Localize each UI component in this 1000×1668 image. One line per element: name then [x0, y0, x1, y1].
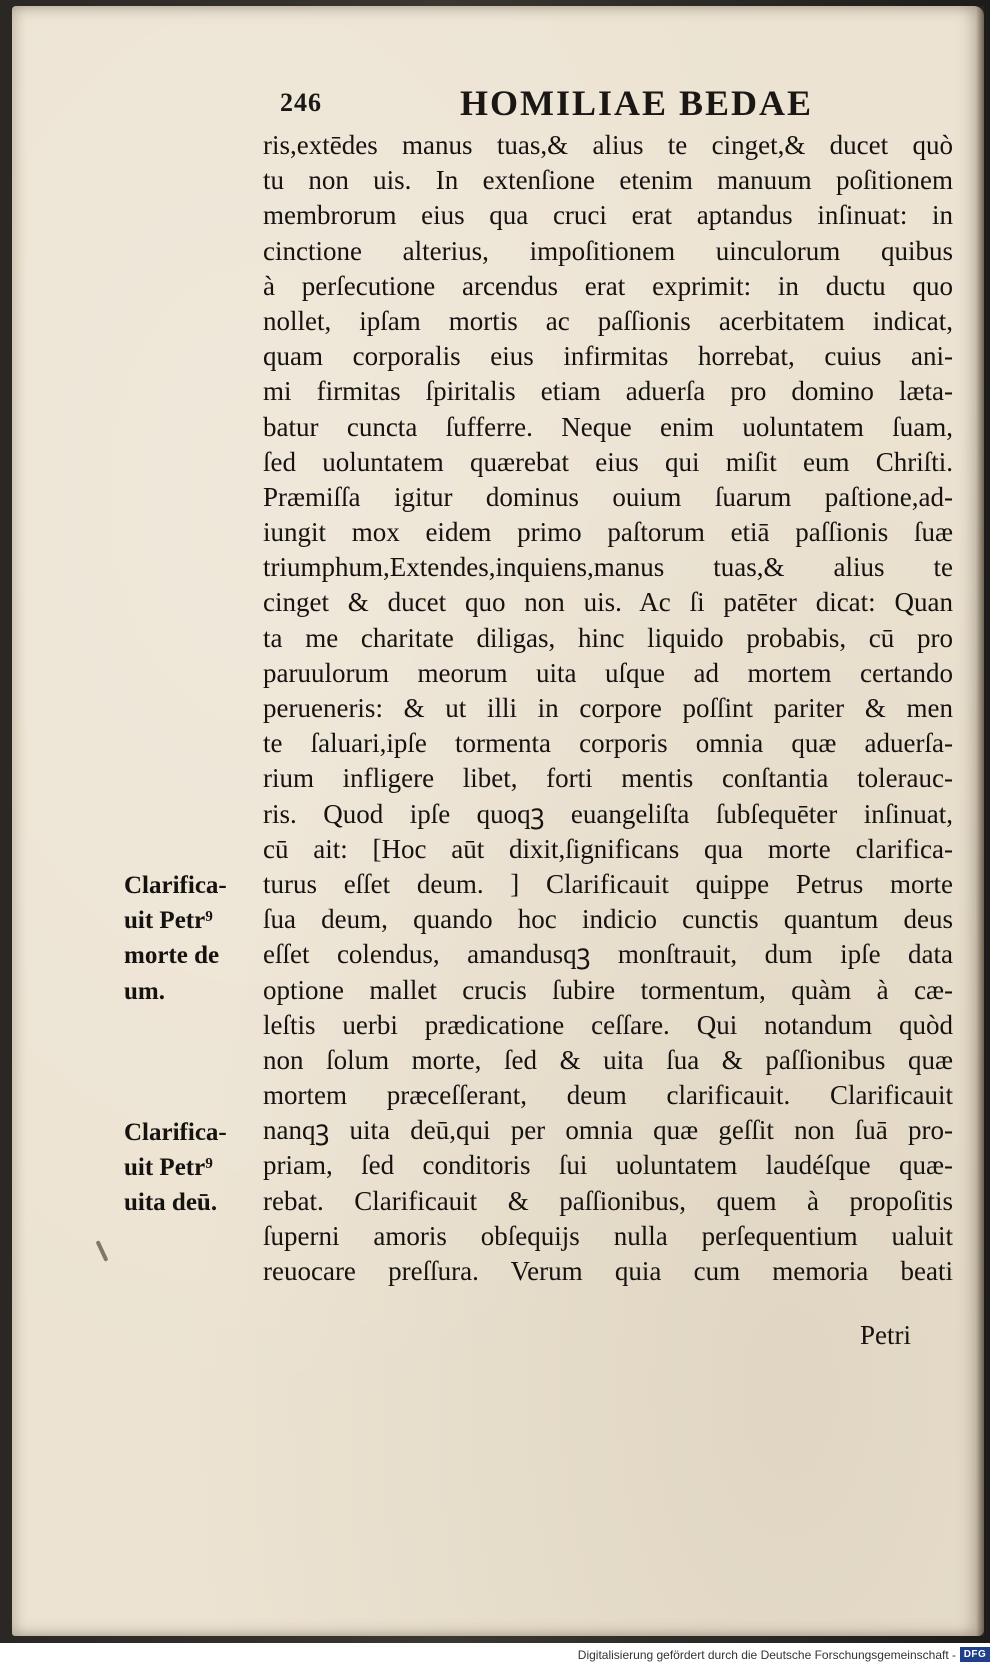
- text-line: rebat. Clarificauit & paſſionibus, quem à propoſitis: [263, 1185, 953, 1216]
- text-line: nollet, ipſam mortis ac paſſionis acerbitatem indicat,: [263, 305, 953, 336]
- text-line: Præmiſſa igitur dominus ouium ſuarum paſtione,ad-: [263, 481, 953, 512]
- text-line: cinget & ducet quo non uis. Ac ſi patēter dicat: Quan: [263, 587, 953, 618]
- text-line: turus eſſet deum. ] Clarificauit quippe Petrus morte: [263, 868, 953, 899]
- footer-credit: Digitalisierung gefördert durch die Deutsche Forschungsgemeinschaft -: [577, 1648, 956, 1662]
- text-line: quam corporalis eius infirmitas horrebat, cuius ani-: [263, 341, 953, 372]
- running-head: [280, 82, 840, 128]
- text-line: tu non uis. In extenſione etenim manuum poſitionem: [263, 165, 953, 196]
- text-line: nanqꝫ uita deū,qui per omnia quæ geſſit non ſuā pro-: [263, 1115, 953, 1146]
- text-line: perueneris: & ut illi in corpore poſſint pariter & men: [263, 693, 953, 723]
- text-line: cū ait: [Hoc aūt dixit,ſignificans qua morte clarifica-: [263, 833, 953, 864]
- text-line: mi firmitas ſpiritalis etiam aduerſa pro domino læta-: [263, 376, 953, 407]
- text-line: optione mallet crucis ſubire tormentum, quàm à cæ-: [263, 974, 953, 1005]
- main-text: [263, 128, 953, 1289]
- margin-note-line: uit Petr⁹: [124, 907, 213, 935]
- page-number: 246: [280, 88, 322, 117]
- margin-note-line: um.: [124, 977, 165, 1005]
- page-edge: [976, 6, 984, 1636]
- margin-note-uita: [124, 1115, 264, 1221]
- catchword: Petri: [860, 1320, 911, 1350]
- text-line: batur cuncta ſufferre. Neque enim uoluntatem ſuam,: [263, 411, 953, 442]
- margin-note-line: uita deū.: [124, 1189, 218, 1217]
- text-line: reuocare preſſura. Verum quia cum memoria beati: [263, 1256, 953, 1286]
- text-line: ſuperni amoris obſequijs nulla perſequentium ualuit: [263, 1220, 953, 1251]
- text-line: non ſolum morte, ſed & uita ſua & paſſionibus quæ: [263, 1044, 953, 1075]
- text-line: eſſet colendus, amandusqꝫ monſtrauit, dum ipſe data: [263, 939, 953, 970]
- text-line: ris,extēdes manus tuas,& alius te cinget,& ducet quò: [263, 130, 953, 160]
- text-line: ris. Quod ipſe quoqꝫ euangeliſta ſubſequēter inſinuat,: [263, 798, 953, 829]
- text-line: ta me charitate diligas, hinc liquido probabis, cū pro: [263, 622, 953, 653]
- text-line: paruulorum meorum uita uſque ad mortem certando: [263, 657, 953, 688]
- text-line: iungit mox eidem primo paſtorum etiā paſſionis ſuæ: [263, 517, 953, 548]
- margin-note-line: Clarifica-: [124, 872, 227, 899]
- text-line: cinctione alterius, impoſitionem uinculorum quibus: [263, 235, 953, 266]
- text-line: rium infligere libet, forti mentis conſtantia tolerauc-: [263, 763, 953, 794]
- text-line: te ſaluari,ipſe tormenta corporis omnia quæ aduerſa-: [263, 728, 953, 759]
- margin-note-line: uit Petr⁹: [124, 1154, 213, 1182]
- dfg-logo: DFG: [960, 1647, 990, 1662]
- text-line: triumphum,Extendes,inquiens,manus tuas,& alius te: [263, 552, 953, 583]
- text-line: priam, ſed conditoris ſui uoluntatem laudéſque quæ-: [263, 1150, 953, 1181]
- text-line: ſed uoluntatem quærebat eius qui miſit eum Chriſti.: [263, 446, 953, 477]
- text-line: à perſecutione arcendus erat exprimit: in ductu quo: [263, 270, 953, 301]
- margin-note-morte: [124, 868, 264, 1009]
- text-line: leſtis uerbi prædicatione ceſſare. Qui notandum quòd: [263, 1009, 953, 1040]
- text-line: ſua deum, quando hoc indicio cunctis quantum deus: [263, 904, 953, 935]
- margin-note-line: Clarifica-: [124, 1119, 227, 1146]
- text-line: mortem præceſſerant, deum clarificauit. Clarificauit: [263, 1080, 953, 1111]
- footer-bar: [0, 1643, 1000, 1668]
- text-line: membrorum eius qua cruci erat aptandus inſinuat: in: [263, 200, 953, 231]
- margin-note-line: morte de: [124, 942, 220, 970]
- running-title: HOMILIAE BEDAE: [460, 83, 814, 123]
